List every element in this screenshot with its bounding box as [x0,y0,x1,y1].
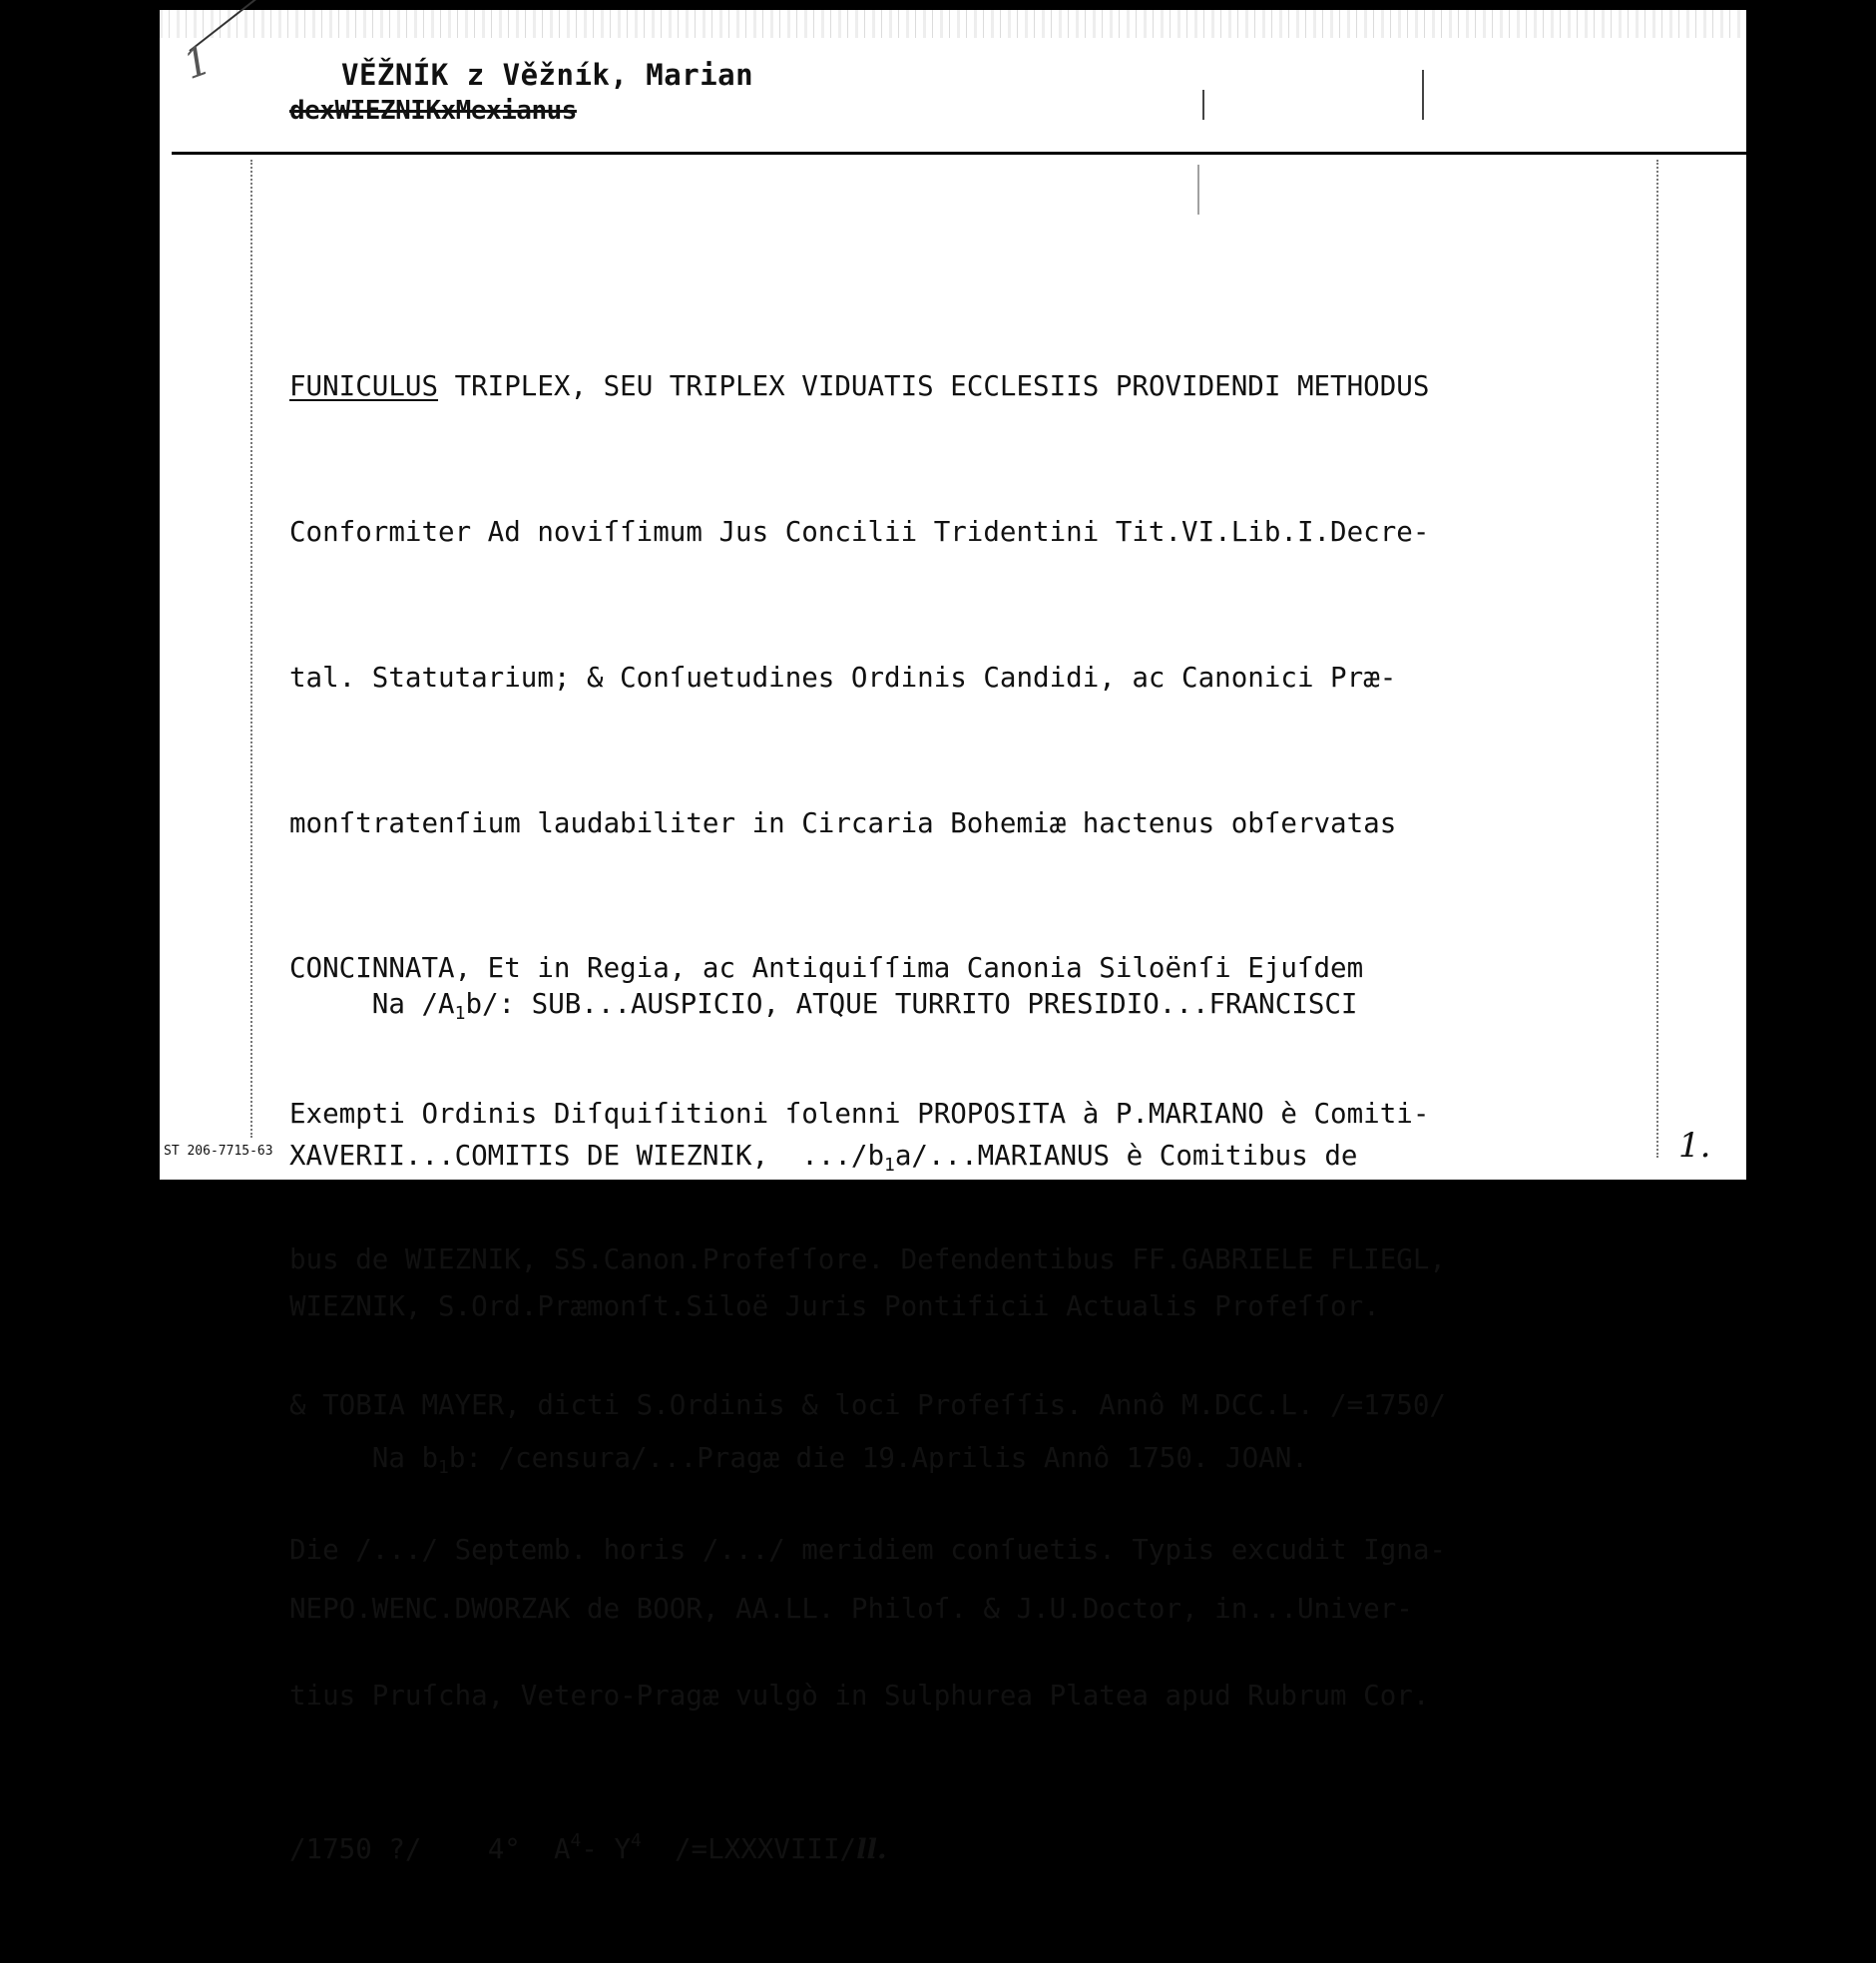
collation-line [289,1817,1446,1866]
heading-struck-out: dexWIEZNIKxMexianus [289,96,577,126]
description-line [289,362,1446,411]
form-identifier: ST 206-7715-63 [164,1144,273,1159]
scan-tick [1202,90,1204,120]
note-line [289,1433,1413,1484]
signature-start-count: 4 [570,1830,582,1851]
note-subscript: 1 [438,1456,449,1478]
description-line: Conformiter Ad noviſſimum Jus Concilii Tridentini Tit.VI.Lib.I.Decre- [289,515,1430,548]
note-text: XAVERII...COMITIS DE WIEZNIK, .../b [289,1139,885,1172]
description-line: Die /.../ Septemb. horis /.../ meridiem conſuetis. Typis excudit Igna- [289,1534,1446,1567]
scan-noise-strip [160,10,1746,38]
note-text: a/...MARIANUS è Comitibus de [894,1139,1358,1172]
description-line: bus de WIEZNIK, SS.Canon.Profeſſore. Defendentibus FF.GABRIELE FLIEGL, [289,1242,1446,1275]
description-line: tius Pruſcha, Vetero-Pragæ vulgò in Sulphurea Platea apud Rubrum Cor. [289,1680,1430,1713]
description-line: tal. Statutarium; & Conſuetudines Ordinis Candidi, ac Canonici Præ- [289,661,1397,694]
description-line: monſtratenſium laudabiliter in Circaria Bohemiæ hactenus obſervatas [289,806,1397,839]
scan-tick [1197,165,1199,215]
signature-start: A [553,1833,571,1865]
title-first-word: FUNICULUS [289,370,439,403]
title-rest: TRIPLEX, SEU TRIPLEX VIDUATIS ECCLESIIS PROVIDENDI METHODUS [438,370,1430,403]
note-subscript: 1 [454,1003,466,1024]
note-text: Na /A [371,988,455,1020]
description-line: CONCINNATA, Et in Regia, ac Antiquiſſima Canonia Siloënſi Ejuſdem [289,952,1364,985]
header-rule [172,152,1746,155]
card-page-number: 1. [1678,1126,1711,1166]
heading-name: VĚŽNÍK z Věžník, Marian [341,58,754,92]
note-line [289,1131,1413,1182]
scan-tick [1422,70,1424,120]
left-margin-dotted-line [250,160,252,1138]
leaf-count: /=LXXXVIII/ [674,1833,857,1865]
signature-end-count: 4 [631,1830,642,1851]
note-line [289,979,1413,1030]
corner-handwritten-mark: 1 [177,37,218,89]
description-line: Exempti Ordinis Diſquiſitioni ſolenni PROPOSITA à P.MARIANO è Comiti- [289,1098,1430,1131]
catalog-card [160,10,1746,1865]
note-subscript: 1 [884,1154,895,1176]
note-text: b: /censura/...Pragæ die 19.Aprilis Annô 1750. JOAN. [448,1441,1308,1474]
right-margin-dotted-line [1656,160,1658,1158]
contents-notes [289,878,1413,1735]
note-text: Na b [371,1441,439,1474]
note-line: NEPO.WENC.DWORZAK de BOOR, AA.LL. Philoſ. & J.U.Doctor, in...Univer- [289,1593,1413,1625]
format: 4° [487,1833,521,1865]
note-line: WIEZNIK, S.Ord.Præmonſt.Siloë Juris Pontificii Actualis Profeſſor. [289,1290,1380,1322]
signature-separator: - Y [581,1833,632,1865]
imprint-date: /1750 ?/ [289,1833,422,1865]
description-line: & TOBIA MAYER, dicti S.Ordinis & loci Profeſſis. Annô M.DCC.L. /=1750/ [289,1388,1446,1421]
handwritten-annotation: ll. [856,1833,887,1865]
note-text: b/: SUB...AUSPICIO, ATQUE TURRITO PRESIDIO...FRANCISCI [465,988,1358,1020]
